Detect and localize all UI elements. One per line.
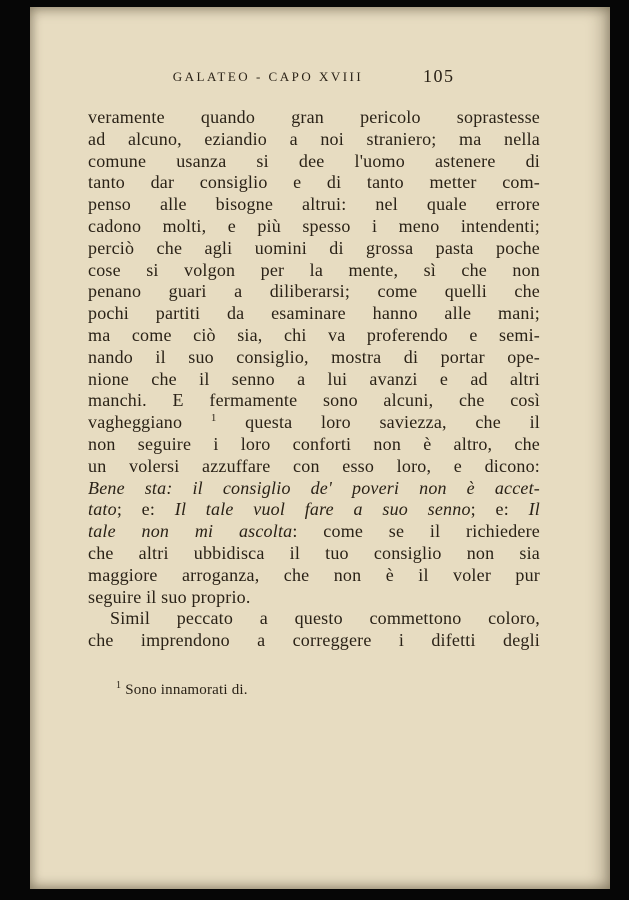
text-line [88,543,540,565]
page-number: 105 [423,66,455,86]
text-segment: nione che il senno a lui avanzi e ad altri [88,368,540,389]
text-segment: ; e: [116,499,175,520]
text-segment: cadono molti, e più spesso i meno intendenti; [88,215,540,236]
text-line [88,456,540,478]
text-line [88,390,540,412]
text-line [88,587,540,609]
text-segment: tanto dar consiglio e di tanto metter com- [88,172,540,193]
text-segment: perciò che agli uomini di grossa pasta poche [88,237,540,258]
text-line [88,129,540,151]
footnote-reference: 1 [210,412,217,425]
text-segment: ; e: [470,499,529,520]
text-line [88,565,540,587]
text-line [88,325,540,347]
text-line [88,260,540,282]
text-segment: che imprendono a correggere i difetti degli [88,630,540,651]
text-segment: Simil peccato a questo commettono coloro, [110,608,540,629]
footnote-marker: 1 [116,679,122,691]
text-line [88,347,540,369]
text-segment: veramente quando gran pericolo soprastesse [88,107,540,127]
footnote [116,679,610,699]
text-line [88,521,540,543]
text-line [88,216,540,238]
text-line [88,172,540,194]
text-segment: pochi partiti da esaminare hanno alle mani; [88,303,540,324]
text-segment: comune usanza si dee l'uomo astenere di [88,150,540,171]
text-line [88,369,540,391]
text-segment: penano guari a diliberarsi; come quelli che [88,281,540,302]
italic-text-segment: tale non mi ascolta [88,521,293,542]
italic-text-segment: tato [88,499,117,520]
italic-text-segment: Bene sta: il consiglio de' poveri non è accet- [88,477,540,498]
text-segment: penso alle bisogne altrui: nel quale errore [88,194,540,215]
book-page [30,7,610,889]
text-line [88,303,540,325]
text-segment: : come se il richiedere [292,521,540,542]
text-segment: non seguire i loro conforti non è altro, che [88,433,540,454]
text-segment: che altri ubbidisca il tuo consiglio non sia [88,542,540,563]
text-segment: maggiore arroganza, che non è il voler pur [88,564,540,585]
text-line [88,238,540,260]
text-segment: questa loro saviezza, che il [216,412,540,433]
text-segment: ad alcuno, eziandio a noi straniero; ma nella [88,128,540,149]
italic-text-segment: Il [528,499,540,520]
body-text [88,107,540,652]
text-segment: un volersi azzuffare con esso loro, e dicono: [88,455,540,476]
text-line [88,608,540,630]
text-segment: ma come ciò sia, chi va proferendo e semi- [88,324,540,345]
text-segment: seguire il suo proprio. [88,586,251,607]
text-line [88,630,540,652]
text-segment: vagheggiano [88,412,211,433]
page-header [30,66,610,91]
text-line [88,412,540,434]
text-line [88,499,540,521]
text-line [88,194,540,216]
text-line [88,107,540,129]
text-segment: manchi. E fermamente sono alcuni, che così [88,390,540,411]
text-line [88,478,540,500]
footnote-text: Sono innamorati di. [125,681,248,698]
text-segment: cose si volgon per la mente, sì che non [88,259,540,280]
italic-text-segment: Il tale vuol fare a suo senno [174,499,471,520]
text-segment: nando il suo consiglio, mostra di portar ope- [88,346,540,367]
text-line [88,434,540,456]
text-line [88,151,540,173]
text-line [88,281,540,303]
running-title: GALATEO - CAPO XVIII [172,69,364,84]
